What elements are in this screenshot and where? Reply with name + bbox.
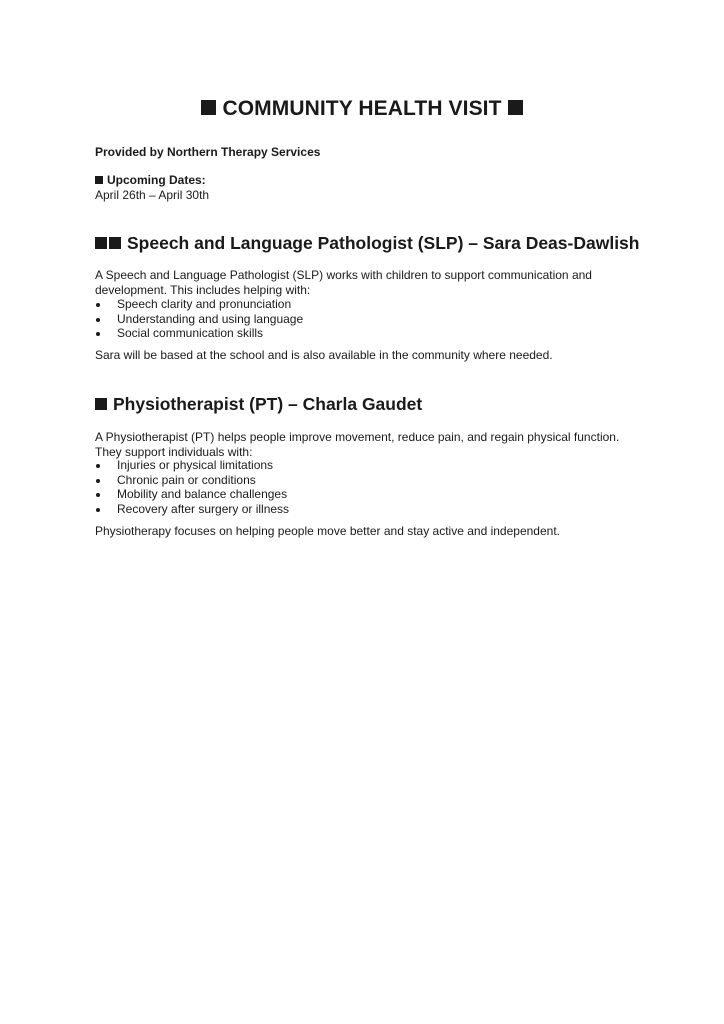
list-item [95, 458, 289, 473]
list-item-text: Recovery after surgery or illness [117, 501, 290, 516]
bullet-dot-icon [96, 332, 100, 336]
slp-intro-line: A Speech and Language Pathologist (SLP) works with children to support communication and [95, 268, 592, 282]
square-bullet-icon [95, 398, 107, 410]
pt-intro-line: A Physiotherapist (PT) helps people improve movement, reduce pain, and regain physical function. [95, 430, 620, 444]
bullet-dot-icon [96, 493, 100, 497]
bullet-dot-icon [96, 479, 100, 483]
list-item [95, 326, 303, 341]
bullet-dot-icon [96, 464, 100, 468]
dates-label-text: Upcoming Dates: [107, 173, 206, 187]
slp-skills-list [95, 297, 303, 341]
upcoming-dates-value: April 26th – April 30th [95, 188, 210, 202]
list-item-text: Social communication skills [117, 326, 264, 341]
list-item-text: Injuries or physical limitations [117, 458, 274, 472]
bullet-dot-icon [96, 318, 100, 322]
pt-intro-line: They support individuals with: [95, 444, 253, 459]
slp-closing-paragraph: Sara will be based at the school and is also available in the community where needed. [95, 348, 553, 362]
list-item [95, 473, 289, 488]
square-bullet-icon [109, 237, 121, 249]
pt-intro-paragraph [95, 430, 640, 459]
square-bullet-icon [508, 100, 523, 115]
slp-section-heading [95, 232, 639, 254]
bullet-dot-icon [96, 303, 100, 307]
pt-closing-paragraph: Physiotherapy focuses on helping people move better and stay active and independent. [95, 524, 560, 538]
title-text: COMMUNITY HEALTH VISIT [222, 97, 502, 120]
upcoming-dates-label [95, 173, 206, 188]
list-item [95, 312, 303, 327]
list-item-text: Speech clarity and pronunciation [117, 297, 292, 311]
slp-heading-text: Speech and Language Pathologist (SLP) – Sara Deas-Dawlish [127, 233, 640, 253]
list-item-text: Understanding and using language [117, 311, 304, 326]
pt-section-heading [95, 393, 422, 415]
square-bullet-icon [201, 100, 216, 115]
pt-support-list [95, 458, 289, 516]
list-item [95, 297, 303, 312]
provider-line: Provided by Northern Therapy Services [95, 145, 321, 159]
list-item [95, 487, 289, 502]
pt-heading-text: Physiotherapist (PT) – Charla Gaudet [113, 394, 423, 414]
bullet-dot-icon [96, 508, 100, 512]
document-title [0, 96, 724, 122]
slp-intro-paragraph [95, 268, 640, 297]
square-bullet-icon [95, 176, 103, 184]
list-item-text: Chronic pain or conditions [117, 472, 256, 487]
square-bullet-icon [95, 237, 107, 249]
list-item [95, 502, 289, 517]
slp-intro-line: development. This includes helping with: [95, 282, 311, 297]
list-item-text: Mobility and balance challenges [117, 487, 288, 502]
